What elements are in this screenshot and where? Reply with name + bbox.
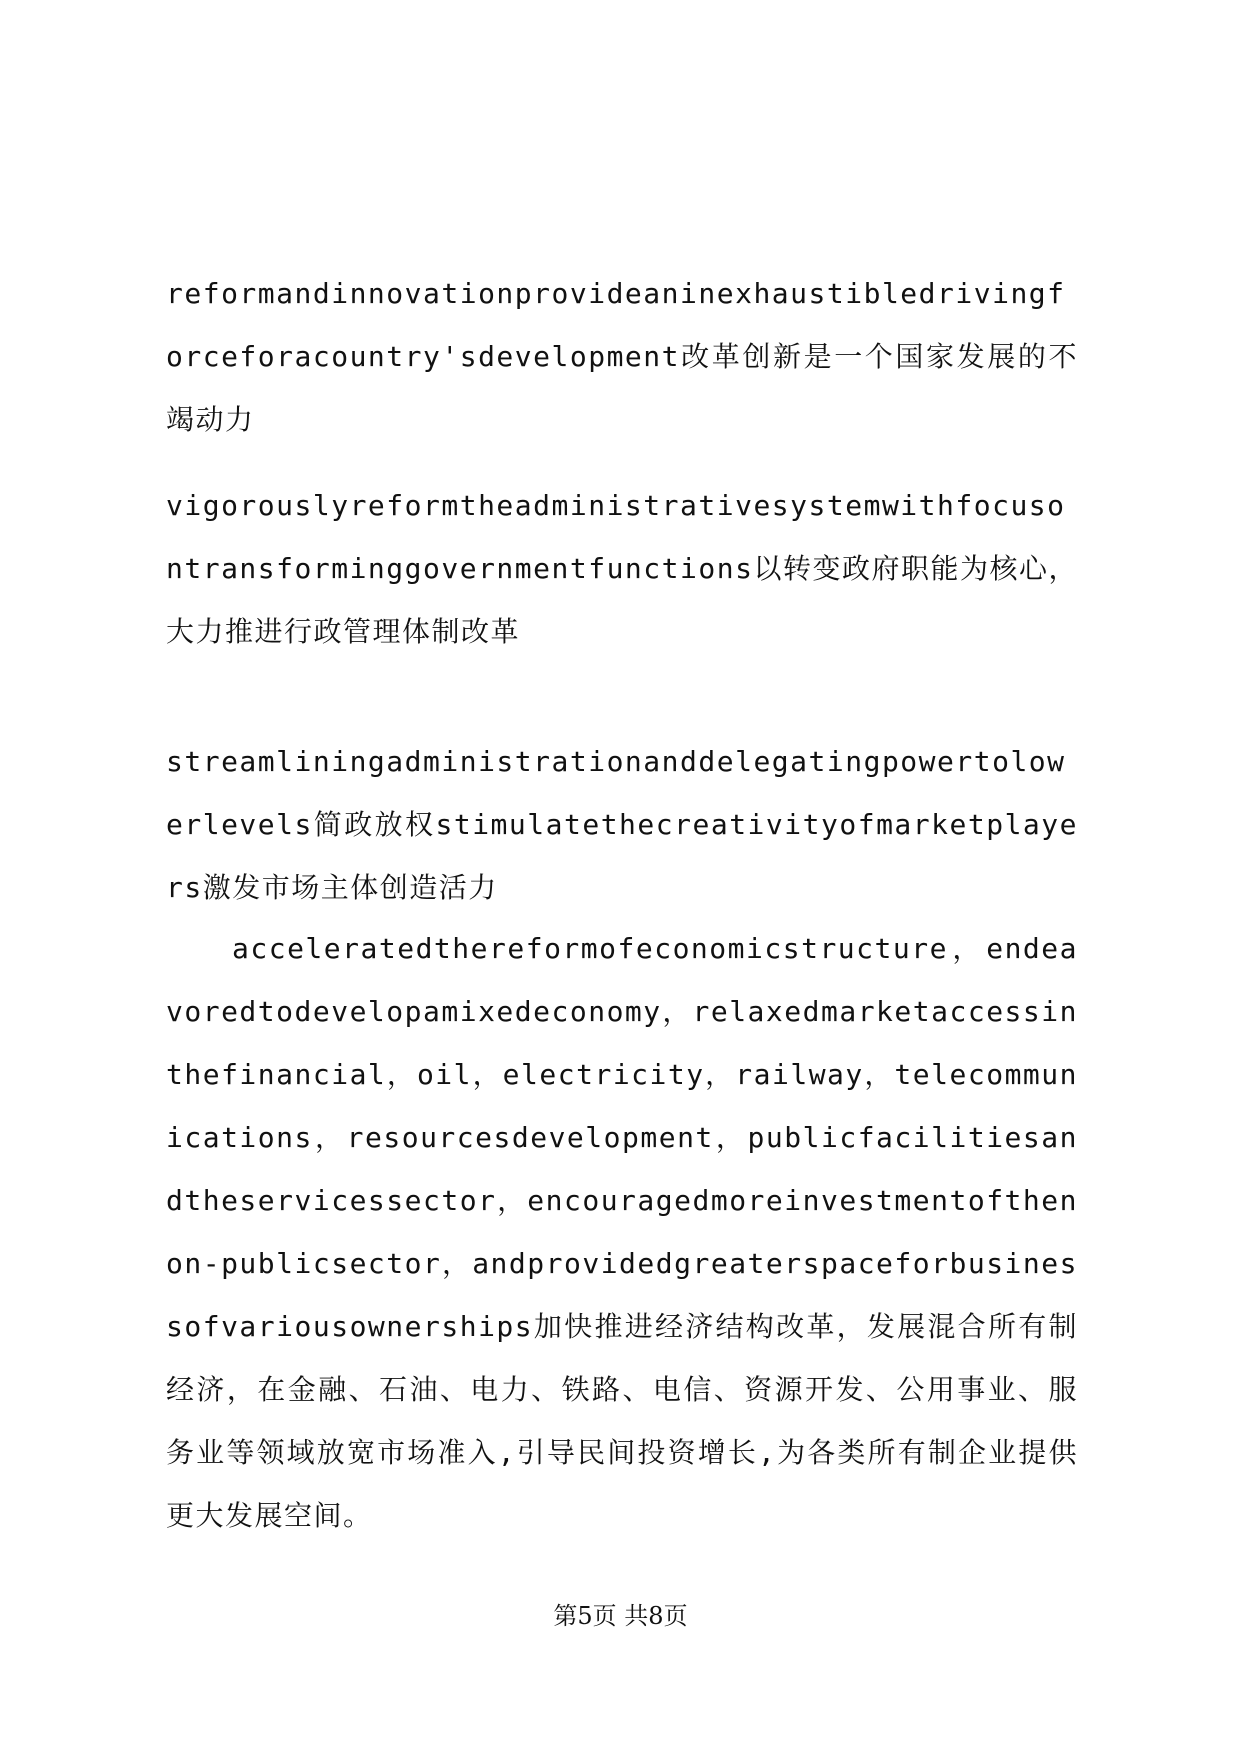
page-number-footer: 第5页 共8页 <box>553 1602 688 1630</box>
paragraph-reform-innovation: reformandinnovationprovideaninexhaustibledrivingforceforacountry'sdevelopment改革创新是一个国家发展的不竭动力 <box>166 277 1078 436</box>
paragraph-administrative-reform: vigorouslyreformtheadministrativesystemwithfocusontransforminggovernmentfunctions以转变政府职能为核心，大力推进行政管理体制改革 <box>166 489 1078 648</box>
paragraph-economic-structure-reform: acceleratedthereformofeconomicstructure，endeavoredtodevelopamixedeconomy，relaxedmarketaccessinthefinancial，oil，electricity，railway，telecommunications，resourcesdevelopment，publicfacilitiesandtheservicessector，encouragedmoreinvestmentofthenon-publicsector，andprovidedgreaterspaceforbusinessofvariousownerships加快推进经济结构改革，发展混合所有制经济，在金融、石油、电力、铁路、电信、资源开发、公用事业、服务业等领域放宽市场准入,引导民间投资增长,为各类所有制企业提供更大发展空间。 <box>166 932 1078 1532</box>
paragraph-streamlining-administration: streamliningadministrationanddelegatingpowertolowerlevels简政放权stimulatethecreativityofmarketplayers激发市场主体创造活力 <box>166 745 1078 904</box>
